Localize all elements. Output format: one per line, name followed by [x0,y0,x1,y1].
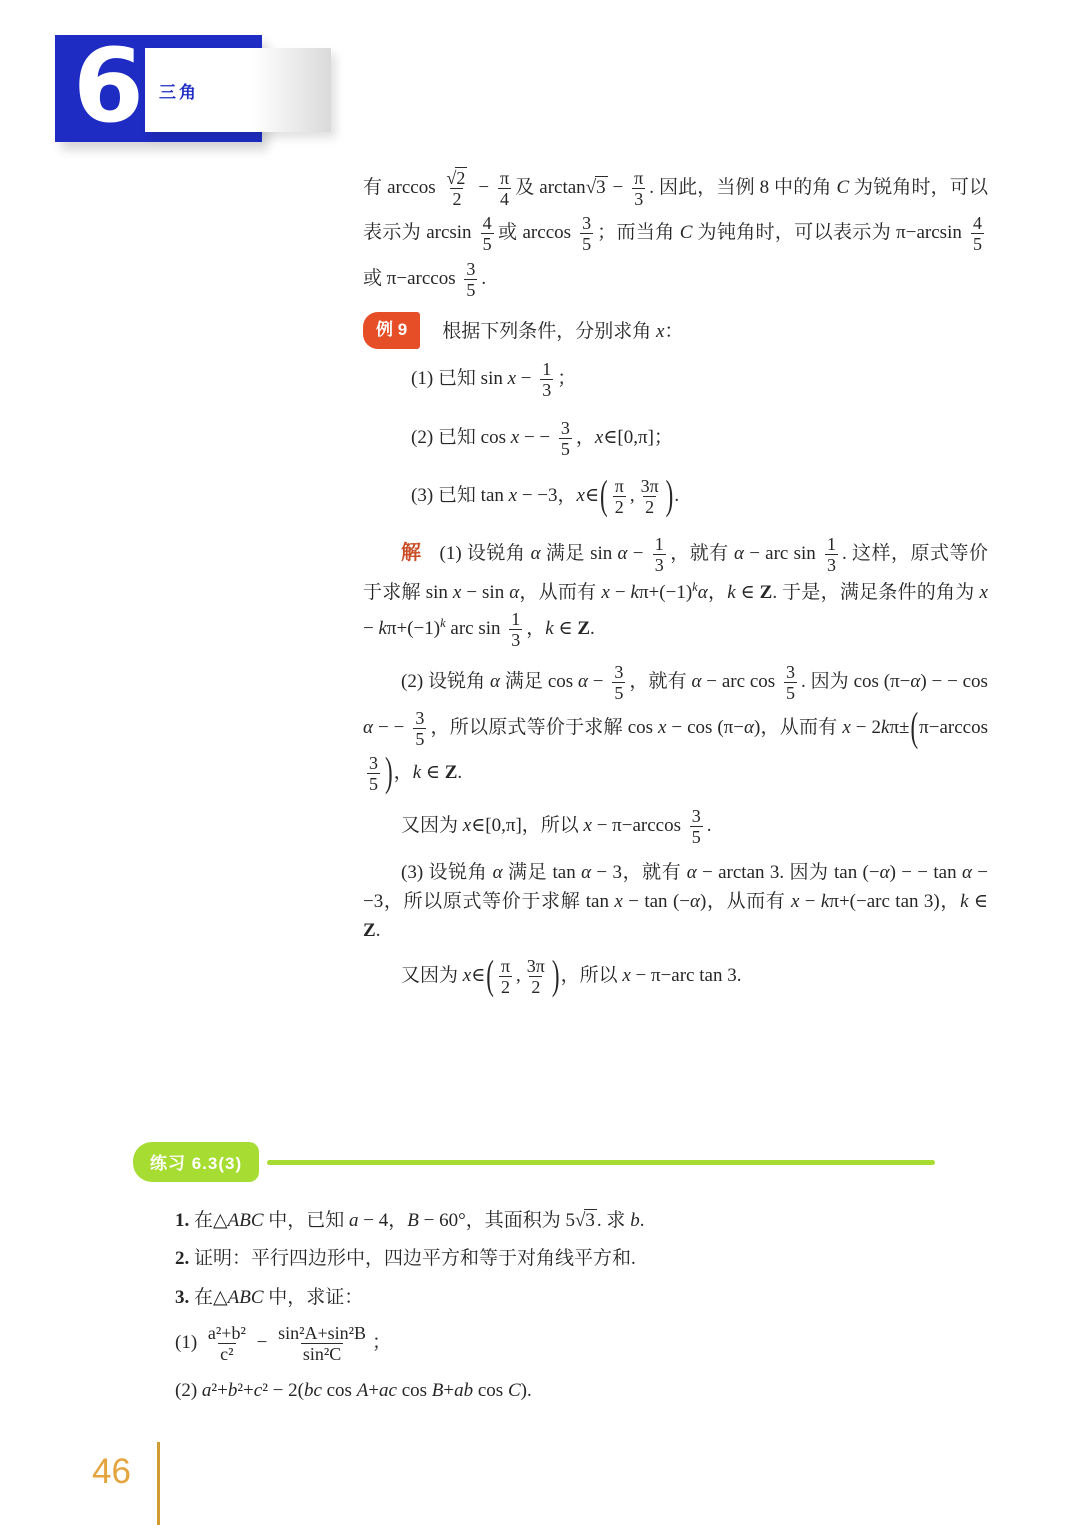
fraction: $\frac{\text{a²+b²}}{\text{c²}}$ [207,1323,246,1365]
exercise-problem-3: 3. 在△ABC 中，求证： [175,1286,364,1308]
fraction: $\frac{3\pi}{2}$ [640,475,659,518]
solution-part-3: (3) 设锐角 α 满足 tan α − 3，就有 α − arctan 3. 因为 tan (−α) − − tan α − −3，所以原式等价于求解 tan x − tan (−α)，从而有 x − kπ+(−arc tan 3)，k ∈ Z. [363,861,988,942]
example-9-item-2: (2) 已知 cos x − − $\frac{3}{5}$ ，x∈[0,π]； [411,417,673,459]
fraction: $\frac{3}{5}$ [582,213,592,255]
exercise-problem-3-2: (2) a²+b²+c² − 2(bc cos A+ac cos B+ab cos C). [175,1379,532,1401]
big-left-paren: ( [486,952,494,998]
big-right-paren: ) [665,472,674,518]
solution-part-3-note: 又因为 x∈( $\frac{\pi}{2}$ , $\frac{3\pi}{2}$ )，所以 x − π−arc tan 3. [401,952,742,998]
chapter-title: 三角 [159,82,199,102]
fraction: $\frac{\pi}{2}$ [500,955,511,997]
fraction: $\frac{\pi}{4}$ [499,168,510,210]
fraction: $\frac{3}{5}$ [614,662,624,704]
big-left-paren: ( [600,472,608,518]
big-right-paren: ) [551,952,560,998]
radical-sign: √ [585,177,597,199]
radical-sign: √ [446,168,457,188]
example-9-item-3: (3) 已知 tan x − −3，x∈( $\frac{\pi}{2}$ , $\frac{3\pi}{2}$ ). [411,472,680,518]
fraction: $\frac{3}{5}$ [786,662,796,704]
exercise-badge: 练习 6.3(3) [133,1142,259,1182]
superscript: k [440,615,446,630]
fraction: $\frac{\text{sin²A+sin²B}}{\text{sin²C}}$ [278,1323,367,1365]
paragraph-intro: 有 arccos $\frac{√2}{2}$ − $\frac{\pi}{4}$ 及 arctan√3 − $\frac{\pi}{3}$ . 因此，当例 8 中的角 C 为锐角时，可以表示为 arcsin $\frac{4}{5}$ 或 arccos $\frac{3}{5}$ ；而当角 C 为钝角时，可以表示为 π−arcsin $\frac{4}{5}$ 或 π−arccos $\frac{3}{5}$ . [363,168,988,300]
example-9-heading: 例 9 根据下列条件，分别求角 x： [363,312,988,349]
solution-part-2: (2) 设锐角 α 满足 cos α − $\frac{3}{5}$ ，就有 α − arc cos $\frac{3}{5}$ . 因为 cos (π−α) − − cos α − − $\frac{3}{5}$ ，所以原式等价于求解 cos x − cos (π−α)，从而有 x − 2kπ±(π−arccos $\frac{3}{5}$ )，k ∈ Z. [363,662,988,795]
radical: √3 [574,1210,595,1231]
fraction: $\frac{3}{5}$ [466,258,476,300]
exercise-problem-3-1: (1) $\frac{\text{a²+b²}}{\text{c²}}$ − $\frac{\text{sin²A+sin²B}}{\text{sin²C}}$ ； [175,1323,392,1365]
exercise-header [133,1142,1080,1182]
radical-sign: √ [574,1210,586,1231]
fraction: $\frac{1}{3}$ [827,534,837,576]
solution-part-1: 解 (1) 设锐角 α 满足 sin α − $\frac{1}{3}$ ，就有 α − arc sin $\frac{1}{3}$ . 这样，原式等价于求解 sin x − sin α，从而有 $x - k\pi+(-1)^k\alpha$，k ∈ Z. 于是，满足条件的角为 $x - k\pi+(-1)^k$ arc sin $\frac{1}{3}$ ，k ∈ Z. [363,534,988,651]
fraction: $\frac{\pi}{2}$ [614,475,624,518]
solution-label: 解 [401,542,422,565]
fraction: $\frac{3}{5}$ [691,806,701,848]
radical: √3 [585,177,606,199]
exercise-section [133,1142,1080,1414]
page-number-rule [157,1442,160,1525]
exercise-problem-1: 1. 在△ABC 中，已知 a − 4，B − 60°，其面积为 5√3 . 求 b. [175,1210,645,1231]
fraction: $\frac{3}{5}$ [415,707,425,749]
example-badge: 例 9 [363,312,420,349]
solution-part-2-note: 又因为 x∈[0,π]，所以 x − π−arccos $\frac{3}{5}$ . [401,806,712,848]
fraction: $\frac{1}{3}$ [654,534,664,576]
fraction: $\frac{3}{5}$ [369,752,378,795]
fraction: $\frac{4}{5}$ [482,213,492,255]
fraction: $\frac{1}{3}$ [542,359,552,401]
chapter-title-band [145,48,331,132]
fraction: $\frac{√2}{2}$ [446,168,466,210]
big-left-paren: ( [910,704,919,750]
exercise-problem-2: 2. 证明：平行四边形中，四边平方和等于对角线平方和. [175,1248,636,1270]
chapter-number: 6 [73,26,144,146]
fraction: $\frac{3\pi}{2}$ [526,955,545,997]
exercise-items [175,1206,885,1405]
body-text [363,166,988,1007]
fraction: $\frac{3}{5}$ [560,417,570,459]
exercise-divider-line [267,1160,935,1165]
superscript: k [692,579,698,594]
example-9-item-1: (1) 已知 sin x − $\frac{1}{3}$ ； [411,359,577,401]
big-right-paren: ) [385,749,393,795]
fraction: $\frac{4}{5}$ [972,213,982,255]
fraction: $\frac{\pi}{3}$ [634,168,644,210]
page-number: 46 [92,1452,131,1491]
chapter-header [0,0,1080,170]
fraction: $\frac{1}{3}$ [511,608,521,651]
